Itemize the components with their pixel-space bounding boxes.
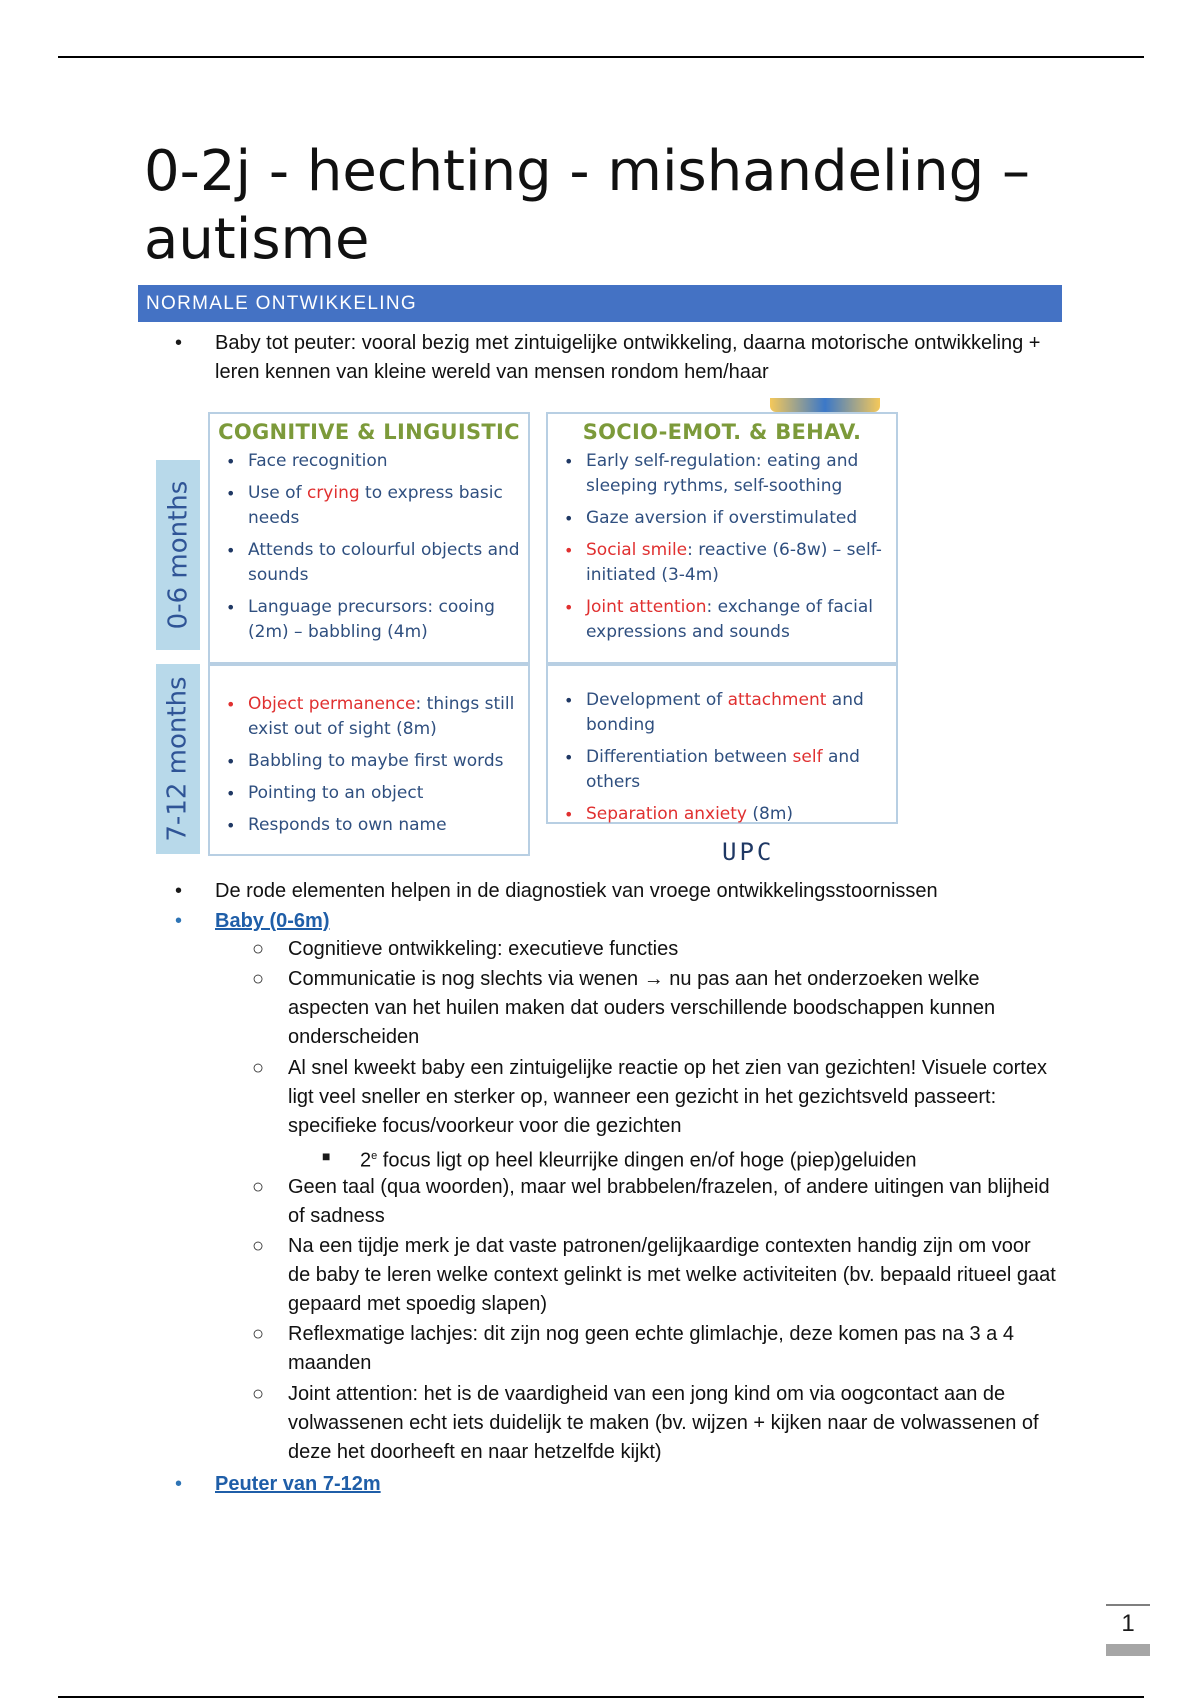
baby-item: Joint attention: het is de vaardigheid van een jong kind om via oogcontact aan de volwassenen echt iets duidelijk te maken (bv. wijzen + kijken naar de volwassenen of deze het doorheeft en naar hetzelfde kijkt) (288, 1383, 1039, 1463)
bullet-icon: • (175, 1473, 183, 1495)
list-item: • Face recognition (220, 449, 520, 474)
socio-emotional-7-12-box (546, 664, 898, 824)
baby-item: Na een tijdje merk je dat vaste patronen/gelijkaardige contexten handig zijn om voor de baby te leren welke context gelinkt is met welke activiteiten (bv. bepaald ritueel gaat gepaard met spoedig slapen) (288, 1235, 1056, 1315)
toddler-section-link[interactable]: Peuter van 7-12m (215, 1473, 381, 1495)
toddler-section-link-wrap (215, 1470, 381, 1499)
circle-bullet-icon: ○ (252, 1057, 265, 1079)
cognitive-0-6-box (208, 412, 530, 664)
column-header-cognitive: COGNITIVE & LINGUISTIC (218, 420, 520, 444)
square-bullet-icon: ■ (322, 1148, 331, 1164)
row-label-7-12: 7-12 months (156, 664, 200, 854)
list-item: • Object permanence: things still exist out of sight (8m) (220, 692, 520, 742)
circle-bullet-icon: ○ (252, 1323, 265, 1345)
list-item: • Differentiation between self and others (558, 745, 888, 795)
baby-item: Reflexmatige lachjes: dit zijn nog geen echte glimlachje, deze komen pas na 3 a 4 maanden (288, 1323, 1014, 1374)
intro-paragraph: Baby tot peuter: vooral bezig met zintuigelijke ontwikkeling, daarna motorische ontwikkeling + leren kennen van kleine wereld van mensen rondom hem/haar (215, 332, 1041, 383)
baby-subitem: 2e focus ligt op heel kleurrijke dingen en/of hoge (piep)geluiden (360, 1149, 917, 1172)
header-rule (58, 56, 1144, 58)
circle-bullet-icon: ○ (252, 938, 265, 960)
list-item: • Social smile: reactive (6-8w) – self-initiated (3-4m) (558, 538, 888, 588)
development-figure (150, 398, 910, 878)
baby-item: Cognitieve ontwikkeling: executieve functies (288, 938, 679, 960)
bullet-icon: • (175, 332, 183, 354)
baby-item: Geen taal (qua woorden), maar wel brabbelen/frazelen, of andere uitingen van blijheid of sadness (288, 1176, 1050, 1227)
list-item: • Development of attachment and bonding (558, 688, 888, 738)
circle-bullet-icon: ○ (252, 1235, 265, 1257)
figure-decoration (770, 398, 880, 412)
list-item: • Attends to colourful objects and sounds (220, 538, 520, 588)
circle-bullet-icon: ○ (252, 968, 265, 990)
socio-emotional-0-6-box (546, 412, 898, 664)
row-label-0-6: 0-6 months (156, 460, 200, 650)
footer-rule (58, 1696, 1144, 1698)
page-number: 1 (1121, 1610, 1135, 1637)
baby-section-link-wrap (215, 907, 329, 936)
upc-logo: UPC (722, 838, 775, 866)
circle-bullet-icon: ○ (252, 1383, 265, 1405)
list-item: • Early self-regulation: eating and sleeping rythms, self-soothing (558, 449, 888, 499)
baby-item: Communicatie is nog slechts via wenen → nu pas aan het onderzoeken welke aspecten van het huilen maken dat ouders verschillende boodschappen kunnen onderscheiden (288, 968, 996, 1048)
section-heading: NORMALE ONTWIKKELING (138, 285, 1062, 322)
circle-bullet-icon: ○ (252, 1176, 265, 1198)
bullet-icon: • (175, 910, 183, 932)
list-item: • Responds to own name (220, 813, 520, 838)
baby-section-link[interactable]: Baby (0-6m) (215, 910, 330, 932)
list-item: • Separation anxiety (8m) (558, 802, 888, 827)
page-title: 0-2j - hechting - mishandeling – autisme (144, 139, 1030, 272)
red-elements-note: De rode elementen helpen in de diagnostiek van vroege ontwikkelingsstoornissen (215, 880, 938, 902)
page-number-bar (1106, 1644, 1150, 1656)
list-item: • Pointing to an object (220, 781, 520, 806)
list-item: • Babbling to maybe first words (220, 749, 520, 774)
list-item: • Use of crying to express basic needs (220, 481, 520, 531)
baby-item: Al snel kweekt baby een zintuigelijke reactie op het zien van gezichten! Visuele cortex ligt veel sneller en sterker op, wanneer een gezicht in het gezichtsveld passeert: specifieke focus/voorkeur voor die gezichten (288, 1057, 1047, 1137)
bullet-icon: • (175, 880, 183, 902)
cognitive-7-12-box (208, 664, 530, 856)
list-item: • Language precursors: cooing (2m) – babbling (4m) (220, 595, 520, 645)
list-item: • Gaze aversion if overstimulated (558, 506, 888, 531)
list-item: • Joint attention: exchange of facial expressions and sounds (558, 595, 888, 645)
page-number-rule (1106, 1604, 1150, 1606)
column-header-socio: SOCIO-EMOT. & BEHAV. (582, 420, 862, 444)
